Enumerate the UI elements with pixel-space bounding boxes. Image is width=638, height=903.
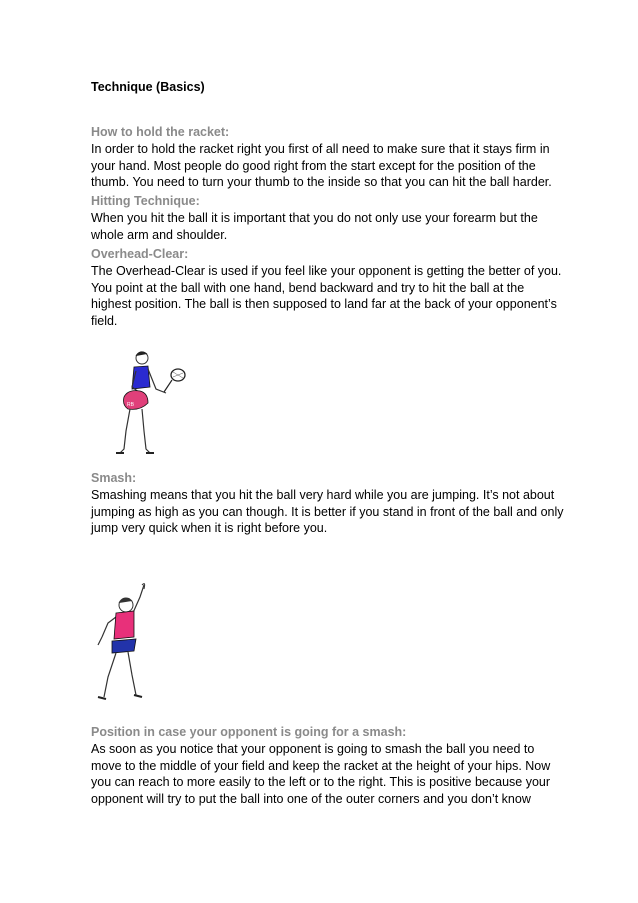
section-heading: Position in case your opponent is going for a smash: — [91, 725, 407, 739]
text-line: whole arm and shoulder. — [91, 227, 228, 242]
text-line: Smashing means that you hit the ball very hard while you are jumping. It’s not about — [91, 488, 555, 502]
section-body — [91, 210, 571, 243]
page-title: Technique (Basics) — [91, 80, 205, 94]
text-line: your hand. Most people do good right from the start except for the position of the — [91, 158, 536, 173]
text-line: jumping as high as you can though. It is better if you stand in front of the ball and only — [91, 504, 564, 519]
section-body — [91, 741, 571, 807]
text-line: In order to hold the racket right you first of all need to make sure that it stays firm in — [91, 142, 550, 156]
section-overhead-clear — [91, 246, 571, 329]
section-heading: How to hold the racket: — [91, 125, 230, 139]
section-heading: Overhead-Clear: — [91, 247, 189, 261]
text-line: move to the middle of your field and keep the racket at the height of your hips. Now — [91, 758, 551, 773]
text-line: opponent will try to put the ball into one of the outer corners and you don’t know — [91, 791, 531, 806]
text-line: field. — [91, 313, 118, 328]
text-line: you can reach to more easily to the left or to the right. This is positive because your — [91, 775, 551, 789]
shirt-badge-text: RB — [127, 402, 134, 408]
section-smash — [91, 470, 571, 537]
player-smash-illustration — [88, 545, 270, 717]
section-body — [91, 487, 571, 537]
text-line: When you hit the ball it is important that you do not only use your forearm but the — [91, 211, 538, 225]
text-line: highest position. The ball is then supposed to land far at the back of your opponent’s — [91, 297, 557, 311]
section-body — [91, 263, 571, 329]
section-heading: Smash: — [91, 471, 137, 485]
player-overhead-illustration — [110, 345, 200, 460]
text-line: thumb. You need to turn your thumb to the inside so that you can hit the ball harder. — [91, 175, 552, 189]
section-body — [91, 141, 571, 191]
text-line: The Overhead-Clear is used if you feel like your opponent is getting the better of you. — [91, 264, 562, 278]
section-heading: Hitting Technique: — [91, 194, 200, 208]
section-hitting-technique — [91, 193, 571, 243]
text-line: As soon as you notice that your opponent is going to smash the ball you need to — [91, 742, 535, 756]
section-smash-position — [91, 724, 571, 807]
text-line: You point at the ball with one hand, bend backward and try to hit the ball at the — [91, 280, 525, 295]
text-line: jump very quick when it is right before you. — [91, 521, 328, 535]
section-hold-racket — [91, 124, 571, 191]
